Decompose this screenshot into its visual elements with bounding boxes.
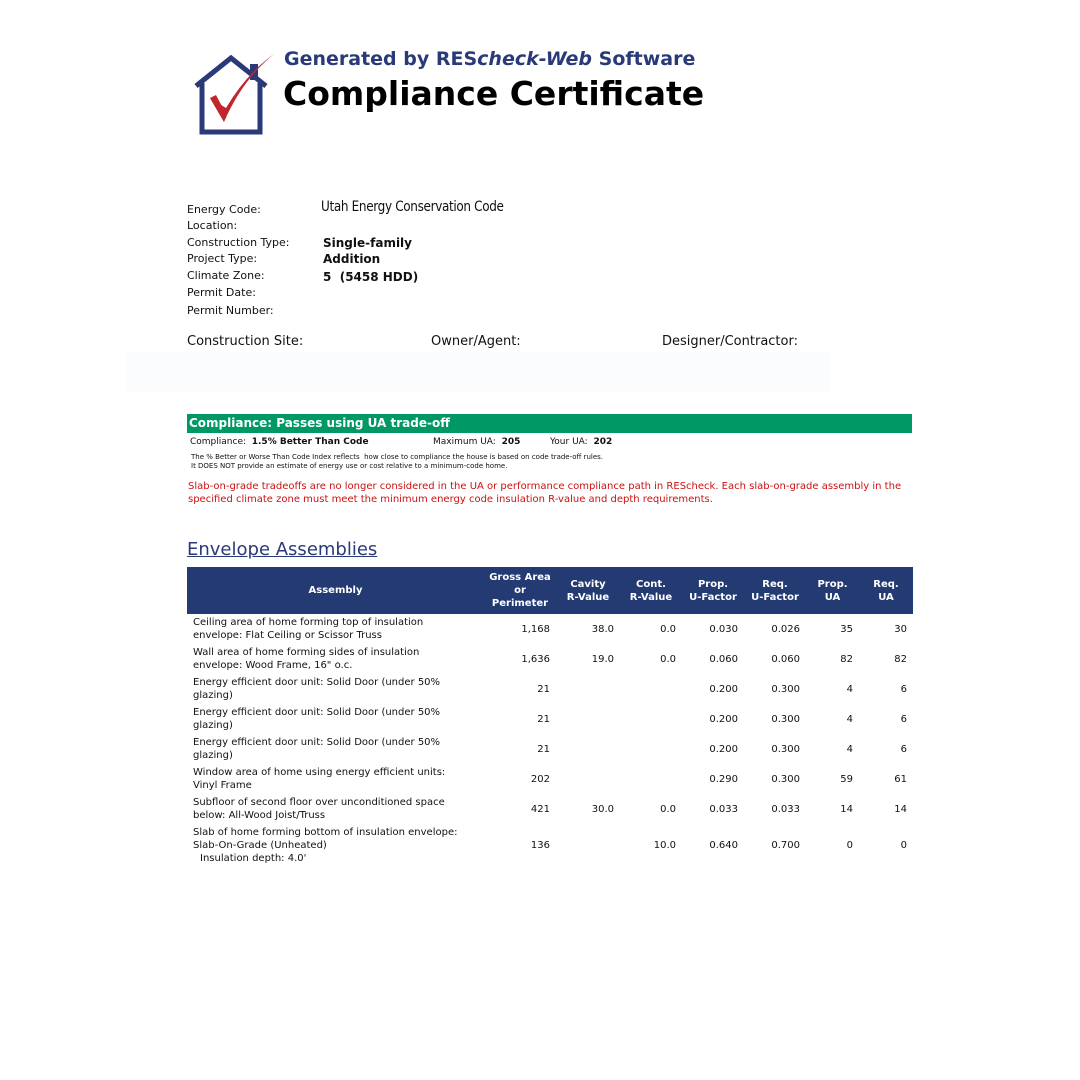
assembly-cell: Energy efficient door unit: Solid Door (under 50% glazing) <box>193 707 441 731</box>
column-header-gross-area: Gross Area or Perimeter <box>484 567 556 614</box>
req-ua-cell: 30 <box>894 623 907 635</box>
prop-u-cell: 0.200 <box>709 683 738 695</box>
cavity-r-cell: 38.0 <box>591 623 614 635</box>
compliance-status-bar: Compliance: Passes using UA trade-off <box>187 414 912 433</box>
cont-r-cell <box>620 734 682 764</box>
index-note-line-1: The % Better or Worse Than Code Index reflects how close to compliance the house is based on code trade-off rules. <box>191 453 604 461</box>
req-u-cell: 0.300 <box>771 683 800 695</box>
prop-u-cell: 0.290 <box>709 773 738 785</box>
cavity-r-cell <box>556 824 620 866</box>
column-header-prop-u: Prop. U-Factor <box>682 567 744 614</box>
permit-date-label: Permit Date: <box>187 286 256 299</box>
house-check-logo-icon <box>190 50 276 140</box>
req-u-cell: 0.026 <box>771 623 800 635</box>
req-ua-cell: 6 <box>900 683 907 695</box>
req-ua-cell: 61 <box>894 773 907 785</box>
energy-code-value: Utah Energy Conservation Code <box>321 199 504 215</box>
party-details-area <box>125 352 830 392</box>
cavity-r-cell <box>556 734 620 764</box>
gross-area-cell: 1,168 <box>521 623 550 635</box>
table-row <box>187 614 913 644</box>
prop-ua-cell: 82 <box>840 653 853 665</box>
gross-area-cell: 421 <box>530 803 550 815</box>
your-ua: Your UA: 202 <box>550 437 613 447</box>
req-ua-cell: 6 <box>900 743 907 755</box>
envelope-assemblies-table <box>187 567 913 866</box>
permit-number-label: Permit Number: <box>187 304 274 317</box>
req-u-cell: 0.300 <box>771 743 800 755</box>
assembly-cell: Wall area of home forming sides of insulation envelope: Wood Frame, 16" o.c. <box>193 647 420 671</box>
cont-r-cell: 0.0 <box>660 803 676 815</box>
assembly-cell: Subfloor of second floor over unconditioned space below: All-Wood Joist/Truss <box>193 797 445 821</box>
energy-code-label: Energy Code: <box>187 203 261 216</box>
req-u-cell: 0.060 <box>771 653 800 665</box>
construction-type-label: Construction Type: <box>187 236 290 249</box>
cavity-r-cell <box>556 704 620 734</box>
assembly-cell: Energy efficient door unit: Solid Door (under 50% glazing) <box>193 677 441 701</box>
assembly-cell: Window area of home using energy efficient units: Vinyl Frame <box>193 767 446 791</box>
req-u-cell: 0.300 <box>771 713 800 725</box>
req-ua-cell: 0 <box>900 839 907 851</box>
climate-zone-label: Climate Zone: <box>187 269 265 282</box>
generated-by-line: Generated by REScheck-Web Software <box>284 48 696 70</box>
index-note-line-2: It DOES NOT provide an estimate of energy use or cost relative to a minimum-code home. <box>191 462 508 470</box>
cavity-r-cell: 30.0 <box>591 803 614 815</box>
prop-ua-cell: 14 <box>840 803 853 815</box>
cont-r-cell: 0.0 <box>660 623 676 635</box>
prop-ua-cell: 4 <box>846 713 853 725</box>
maximum-ua: Maximum UA: 205 <box>433 437 521 447</box>
project-type-label: Project Type: <box>187 252 258 265</box>
table-row <box>187 824 913 866</box>
prop-ua-cell: 35 <box>840 623 853 635</box>
prop-ua-cell: 4 <box>846 683 853 695</box>
req-u-cell: 0.033 <box>771 803 800 815</box>
owner-agent-label: Owner/Agent: <box>431 334 521 349</box>
certificate-title: Compliance Certificate <box>283 74 705 113</box>
table-row <box>187 794 913 824</box>
construction-site-label: Construction Site: <box>187 334 304 349</box>
gross-area-cell: 202 <box>530 773 550 785</box>
project-type-value: Addition <box>323 252 381 266</box>
gross-area-cell: 21 <box>537 743 550 755</box>
prop-u-cell: 0.060 <box>709 653 738 665</box>
column-header-prop-ua: Prop. UA <box>806 567 859 614</box>
cavity-r-cell <box>556 674 620 704</box>
prop-ua-cell: 59 <box>840 773 853 785</box>
req-ua-cell: 14 <box>894 803 907 815</box>
column-header-req-ua: Req. UA <box>859 567 913 614</box>
gross-area-cell: 21 <box>537 683 550 695</box>
cont-r-cell <box>620 674 682 704</box>
prop-u-cell: 0.033 <box>709 803 738 815</box>
cavity-r-cell: 19.0 <box>591 653 614 665</box>
cont-r-cell: 0.0 <box>660 653 676 665</box>
cont-r-cell: 10.0 <box>653 839 676 851</box>
gross-area-cell: 136 <box>530 839 550 851</box>
prop-u-cell: 0.200 <box>709 713 738 725</box>
gross-area-cell: 1,636 <box>521 653 550 665</box>
column-header-req-u: Req. U-Factor <box>744 567 806 614</box>
prop-u-cell: 0.200 <box>709 743 738 755</box>
assembly-cell: Ceiling area of home forming top of insulation envelope: Flat Ceiling or Scissor Truss <box>193 617 424 641</box>
gross-area-cell: 21 <box>537 713 550 725</box>
construction-type-value: Single-family <box>323 236 412 250</box>
column-header-assembly: Assembly <box>187 567 484 614</box>
climate-zone-value: 5 (5458 HDD) <box>323 270 419 284</box>
table-row <box>187 704 913 734</box>
req-u-cell: 0.700 <box>771 839 800 851</box>
req-ua-cell: 82 <box>894 653 907 665</box>
table-row <box>187 644 913 674</box>
assembly-cell: Energy efficient door unit: Solid Door (under 50% glazing) <box>193 737 441 761</box>
table-row <box>187 674 913 704</box>
cont-r-cell <box>620 764 682 794</box>
column-header-cavity-r: Cavity R-Value <box>556 567 620 614</box>
column-header-cont-r: Cont. R-Value <box>620 567 682 614</box>
table-row <box>187 764 913 794</box>
prop-u-cell: 0.640 <box>709 839 738 851</box>
cont-r-cell <box>620 704 682 734</box>
assembly-cell: Slab of home forming bottom of insulation envelope: Slab-On-Grade (Unheated) Insulation depth: 4.0' <box>193 826 458 864</box>
table-header-row <box>187 567 913 614</box>
prop-ua-cell: 4 <box>846 743 853 755</box>
cavity-r-cell <box>556 764 620 794</box>
prop-ua-cell: 0 <box>846 839 853 851</box>
slab-on-grade-warning: Slab-on-grade tradeoffs are no longer considered in the UA or performance compliance path in REScheck. Each slab-on-grade assembly in the specified climate zone must meet the minimum energy code insulation R-value and depth requirements. <box>188 481 902 505</box>
table-row <box>187 734 913 764</box>
prop-u-cell: 0.030 <box>709 623 738 635</box>
envelope-assemblies-title: Envelope Assemblies <box>187 539 378 560</box>
location-label: Location: <box>187 219 238 232</box>
compliance-summary: Compliance: 1.5% Better Than Code <box>190 437 369 447</box>
designer-contractor-label: Designer/Contractor: <box>662 334 798 349</box>
req-u-cell: 0.300 <box>771 773 800 785</box>
req-ua-cell: 6 <box>900 713 907 725</box>
